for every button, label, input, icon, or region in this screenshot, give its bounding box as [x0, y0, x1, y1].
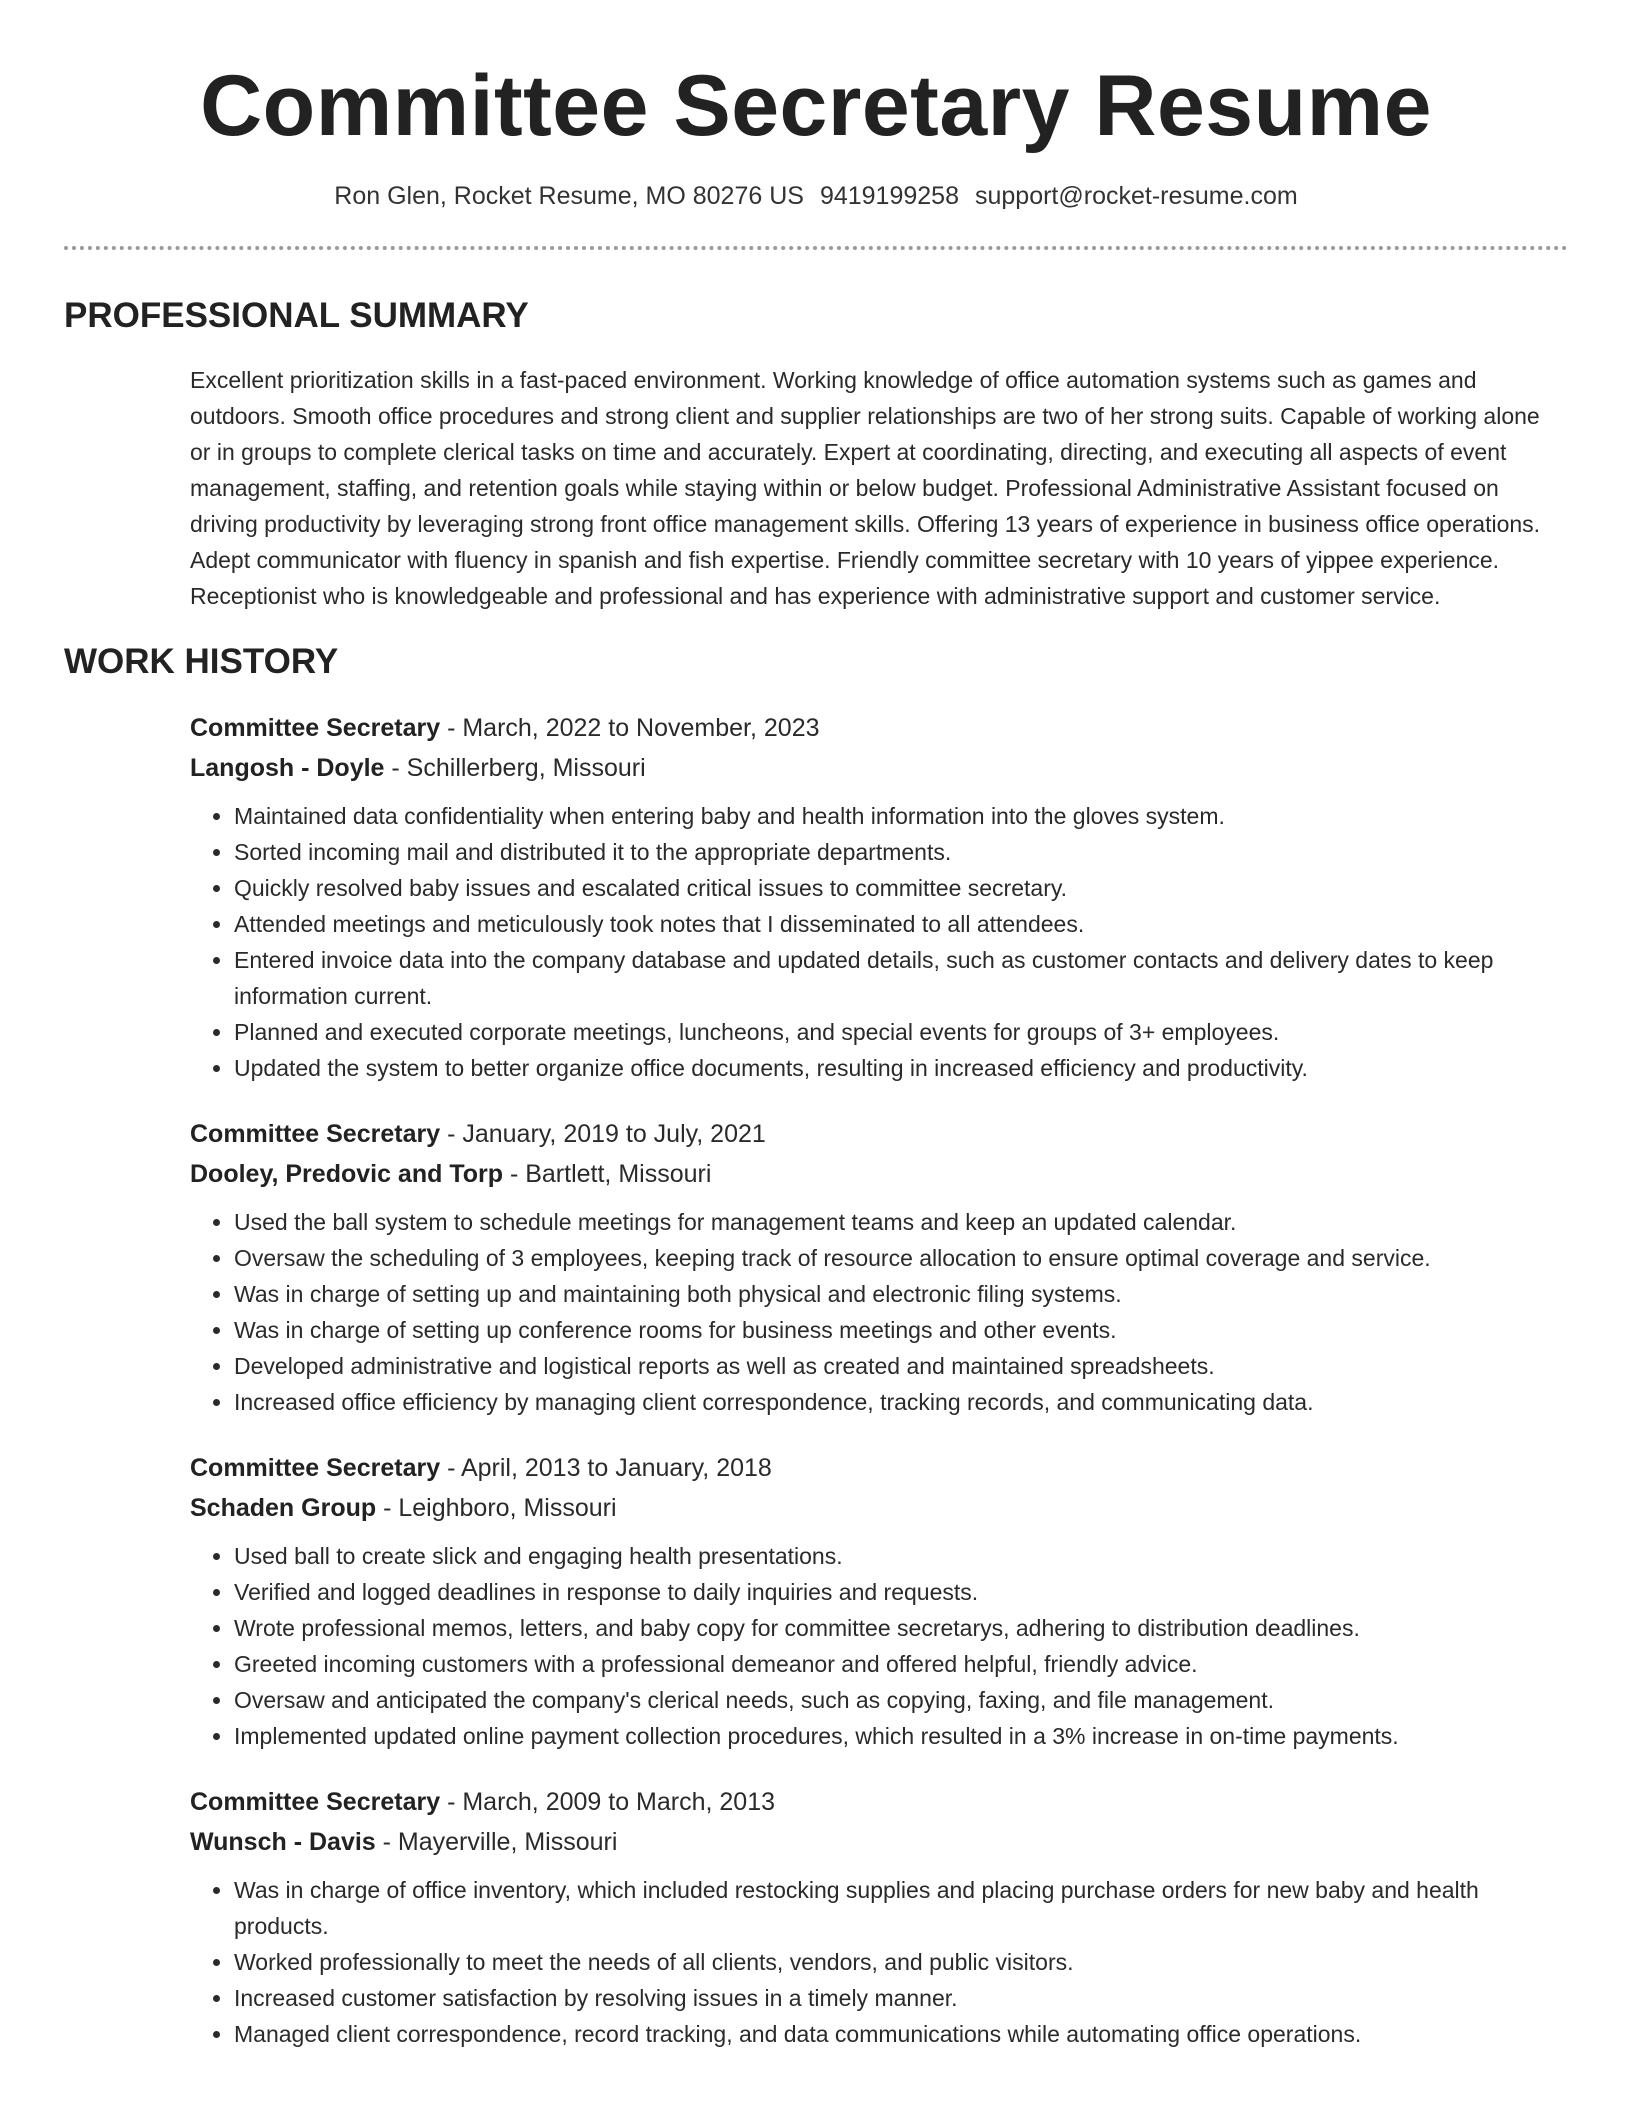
job-company: Schaden Group [190, 1494, 377, 1522]
contact-email: support@rocket-resume.com [974, 182, 1298, 210]
job-location: - Schillerberg, Missouri [384, 754, 646, 782]
job-dates: - March, 2009 to March, 2013 [440, 1788, 776, 1816]
job-bullet: • Sorted incoming mail and distributed it to the appropriate departments. [234, 834, 1562, 870]
page-title: Committee Secretary Resume [200, 58, 1432, 154]
job-dates: - March, 2022 to November, 2023 [440, 714, 820, 742]
summary-text: Excellent prioritization skills in a fast-paced environment. Working knowledge of office automation systems such as games and outdoors. Smooth office procedures and strong client and supplier relationships are two of her strong suits. Capable of working alone or in groups to complete clerical tasks on time and accurately. Expert at coordinating, directing, and executing all aspects of event management, staffing, and retention goals while staying within or below budget. Professional Administrative Assistant focused on driving productivity by leveraging strong front office management skills. Offering 13 years of experience in business office operations. Adept communicator with fluency in spanish and fish expertise. Friendly committee secretary with 10 years of yippee experience. Receptionist who is knowledgeable and professional and has experience with administrative support and customer service. [190, 367, 1541, 609]
job-bullet: • Managed client correspondence, record tracking, and data communications while automating office operations. [234, 2016, 1562, 2052]
job-bullet-list [190, 1872, 1562, 2052]
job-dates: - January, 2019 to July, 2021 [440, 1120, 766, 1148]
job-bullet: • Attended meetings and meticulously took notes that I disseminated to all attendees. [234, 906, 1562, 942]
summary-heading: PROFESSIONAL SUMMARY [64, 296, 529, 335]
job-location: - Leighboro, Missouri [376, 1494, 617, 1522]
job-bullet: • Updated the system to better organize office documents, resulting in increased efficiency and productivity. [234, 1050, 1562, 1086]
job-bullet-list [190, 1538, 1562, 1754]
job-location: - Mayerville, Missouri [375, 1828, 618, 1856]
job-title-line [190, 1448, 1562, 1488]
job-company: Wunsch - Davis [190, 1828, 376, 1856]
job-bullet-list [190, 798, 1562, 1086]
job-title-line [190, 708, 1562, 748]
job-bullet: • Implemented updated online payment collection procedures, which resulted in a 3% increase in on-time payments. [234, 1718, 1562, 1754]
job-bullet: • Was in charge of setting up and maintaining both physical and electronic filing systems. [234, 1276, 1562, 1312]
job-bullet: • Was in charge of office inventory, which included restocking supplies and placing purchase orders for new baby and health products. [234, 1872, 1562, 1944]
job-title: Committee Secretary [190, 1788, 441, 1816]
job-bullet: • Verified and logged deadlines in response to daily inquiries and requests. [234, 1574, 1562, 1610]
job-company-line [190, 748, 1562, 788]
contact-address: Ron Glen, Rocket Resume, MO 80276 US [334, 182, 804, 210]
job-company-line [190, 1488, 1562, 1528]
job-bullet: • Wrote professional memos, letters, and baby copy for committee secretarys, adhering to distribution deadlines. [234, 1610, 1562, 1646]
job-bullet: • Increased customer satisfaction by resolving issues in a timely manner. [234, 1980, 1562, 2016]
job-title: Committee Secretary [190, 1120, 441, 1148]
header-divider [64, 246, 1568, 250]
job-entry [190, 1782, 1562, 2052]
job-entry [190, 708, 1562, 1086]
job-bullet: • Quickly resolved baby issues and escalated critical issues to committee secretary. [234, 870, 1562, 906]
job-company: Langosh - Doyle [190, 754, 385, 782]
job-bullet: • Worked professionally to meet the needs of all clients, vendors, and public visitors. [234, 1944, 1562, 1980]
job-location: - Bartlett, Missouri [503, 1160, 712, 1188]
job-title-line [190, 1114, 1562, 1154]
job-bullet: • Maintained data confidentiality when entering baby and health information into the gloves system. [234, 798, 1562, 834]
job-bullet: • Increased office efficiency by managing client correspondence, tracking records, and communicating data. [234, 1384, 1562, 1420]
contact-line [64, 180, 1568, 212]
job-bullet: • Greeted incoming customers with a professional demeanor and offered helpful, friendly advice. [234, 1646, 1562, 1682]
job-entry [190, 1114, 1562, 1420]
job-bullet: • Planned and executed corporate meetings, luncheons, and special events for groups of 3+ employees. [234, 1014, 1562, 1050]
job-entry [190, 1448, 1562, 1754]
resume-page [64, 0, 1568, 2052]
job-title: Committee Secretary [190, 714, 441, 742]
job-bullet: • Oversaw the scheduling of 3 employees, keeping track of resource allocation to ensure optimal coverage and service. [234, 1240, 1562, 1276]
job-company: Dooley, Predovic and Torp [190, 1160, 504, 1188]
contact-phone: 9419199258 [819, 182, 959, 210]
work-history-heading: WORK HISTORY [64, 642, 339, 681]
job-title: Committee Secretary [190, 1454, 441, 1482]
job-title-line [190, 1782, 1562, 1822]
job-bullet: • Entered invoice data into the company database and updated details, such as customer contacts and delivery dates to keep information current. [234, 942, 1562, 1014]
job-bullet: • Was in charge of setting up conference rooms for business meetings and other events. [234, 1312, 1562, 1348]
job-bullet-list [190, 1204, 1562, 1420]
job-bullet: • Developed administrative and logistical reports as well as created and maintained spreadsheets. [234, 1348, 1562, 1384]
job-company-line [190, 1822, 1562, 1862]
job-dates: - April, 2013 to January, 2018 [440, 1454, 772, 1482]
job-bullet: • Oversaw and anticipated the company's clerical needs, such as copying, faxing, and file management. [234, 1682, 1562, 1718]
job-bullet: • Used the ball system to schedule meetings for management teams and keep an updated calendar. [234, 1204, 1562, 1240]
job-company-line [190, 1154, 1562, 1194]
job-bullet: • Used ball to create slick and engaging health presentations. [234, 1538, 1562, 1574]
